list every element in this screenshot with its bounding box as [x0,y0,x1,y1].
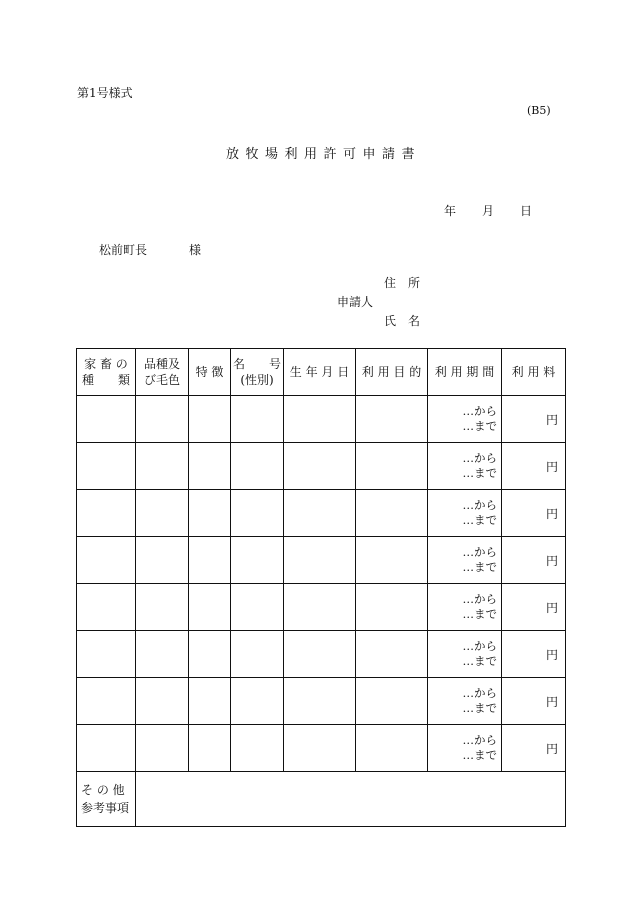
header-text: 品種及 [143,357,180,371]
period-until: …まで [462,513,497,527]
cell-breed-color[interactable] [136,725,189,772]
addressee [99,241,201,258]
cell-features[interactable] [189,678,231,725]
addressee-name: 松前町長 [99,243,148,257]
fee-unit: 円 [545,694,558,709]
other-label-line: そ の 他 [81,783,125,797]
cell-purpose[interactable] [356,537,428,584]
cell-birthdate[interactable] [284,678,356,725]
cell-livestock-type[interactable] [77,725,136,772]
table-row [77,490,566,537]
address-label: 住 所 [384,276,421,290]
cell-period[interactable] [428,678,502,725]
period-from: …から [462,545,497,559]
cell-features[interactable] [189,490,231,537]
period-until: …まで [462,748,497,762]
cell-name-sex[interactable] [231,678,284,725]
cell-purpose[interactable] [356,725,428,772]
date-year: 年 [444,204,457,218]
header-features: 特 徴 [189,349,231,396]
header-breed-color [136,349,189,396]
cell-fee[interactable] [502,396,566,443]
cell-name-sex[interactable] [231,490,284,537]
date-month: 月 [482,204,495,218]
cell-livestock-type[interactable] [77,631,136,678]
form-number: 第1号様式 [77,86,133,100]
cell-name-sex[interactable] [231,584,284,631]
cell-livestock-type[interactable] [77,537,136,584]
cell-purpose[interactable] [356,396,428,443]
cell-purpose[interactable] [356,678,428,725]
cell-features[interactable] [189,584,231,631]
cell-breed-color[interactable] [136,490,189,537]
header-text: び毛色 [143,373,180,387]
period-until: …まで [462,466,497,480]
period-from: …から [462,686,497,700]
header-livestock-type [77,349,136,396]
paper-size: (B5) [527,104,551,117]
cell-birthdate[interactable] [284,584,356,631]
cell-livestock-type[interactable] [77,678,136,725]
cell-features[interactable] [189,631,231,678]
period-until: …まで [462,701,497,715]
cell-period[interactable] [428,631,502,678]
cell-fee[interactable] [502,490,566,537]
cell-fee[interactable] [502,725,566,772]
table-row [77,537,566,584]
cell-birthdate[interactable] [284,490,356,537]
other-notes-row [77,772,566,827]
table-row [77,584,566,631]
period-until: …まで [462,560,497,574]
cell-period[interactable] [428,490,502,537]
addressee-honorific: 様 [189,243,202,257]
cell-fee[interactable] [502,678,566,725]
other-label-line: 参考事項 [81,801,130,815]
fee-unit: 円 [545,412,558,427]
fee-unit: 円 [545,600,558,615]
cell-features[interactable] [189,443,231,490]
table-row [77,725,566,772]
cell-breed-color[interactable] [136,631,189,678]
table-row [77,396,566,443]
period-from: …から [462,451,497,465]
cell-features[interactable] [189,725,231,772]
table-row [77,631,566,678]
cell-birthdate[interactable] [284,396,356,443]
applicant-label: 申請人 [337,295,374,309]
cell-period[interactable] [428,584,502,631]
cell-birthdate[interactable] [284,631,356,678]
header-name-sex [231,349,284,396]
cell-period[interactable] [428,396,502,443]
header-text: 種 類 [81,373,130,387]
fee-unit: 円 [545,553,558,568]
cell-period[interactable] [428,725,502,772]
document-title: 放牧場利用許可申請書 [226,147,422,162]
cell-fee[interactable] [502,443,566,490]
cell-breed-color[interactable] [136,443,189,490]
cell-purpose[interactable] [356,631,428,678]
cell-fee[interactable] [502,584,566,631]
name-label: 氏 名 [384,314,421,328]
period-from: …から [462,639,497,653]
cell-livestock-type[interactable] [77,584,136,631]
cell-name-sex[interactable] [231,396,284,443]
cell-purpose[interactable] [356,490,428,537]
period-until: …まで [462,607,497,621]
header-text: 家 畜 の [84,357,128,371]
period-from: …から [462,498,497,512]
header-fee: 利 用 料 [502,349,566,396]
cell-purpose[interactable] [356,584,428,631]
cell-name-sex[interactable] [231,725,284,772]
cell-livestock-type[interactable] [77,396,136,443]
other-notes-label [77,772,136,827]
period-until: …まで [462,419,497,433]
cell-name-sex[interactable] [231,443,284,490]
cell-fee[interactable] [502,537,566,584]
period-from: …から [462,592,497,606]
cell-breed-color[interactable] [136,537,189,584]
header-text: (性別) [240,373,274,387]
cell-birthdate[interactable] [284,443,356,490]
cell-breed-color[interactable] [136,678,189,725]
cell-fee[interactable] [502,631,566,678]
cell-birthdate[interactable] [284,537,356,584]
cell-period[interactable] [428,443,502,490]
header-birthdate: 生 年 月 日 [284,349,356,396]
cell-birthdate[interactable] [284,725,356,772]
cell-livestock-type[interactable] [77,490,136,537]
cell-period[interactable] [428,537,502,584]
header-text: 名 号 [232,357,281,371]
fee-unit: 円 [545,459,558,474]
header-purpose: 利 用 目 的 [356,349,428,396]
date-day: 日 [520,204,533,218]
fee-unit: 円 [545,506,558,521]
header-row [77,349,566,396]
table-row [77,443,566,490]
application-table [76,348,566,827]
header-period: 利 用 期 間 [428,349,502,396]
cell-features[interactable] [189,537,231,584]
fee-unit: 円 [545,741,558,756]
cell-name-sex[interactable] [231,537,284,584]
period-from: …から [462,404,497,418]
period-from: …から [462,733,497,747]
cell-breed-color[interactable] [136,584,189,631]
date-line [444,202,532,219]
other-notes-field[interactable] [136,772,566,827]
cell-purpose[interactable] [356,443,428,490]
table-row [77,678,566,725]
cell-breed-color[interactable] [136,396,189,443]
period-until: …まで [462,654,497,668]
fee-unit: 円 [545,647,558,662]
cell-name-sex[interactable] [231,631,284,678]
cell-features[interactable] [189,396,231,443]
cell-livestock-type[interactable] [77,443,136,490]
